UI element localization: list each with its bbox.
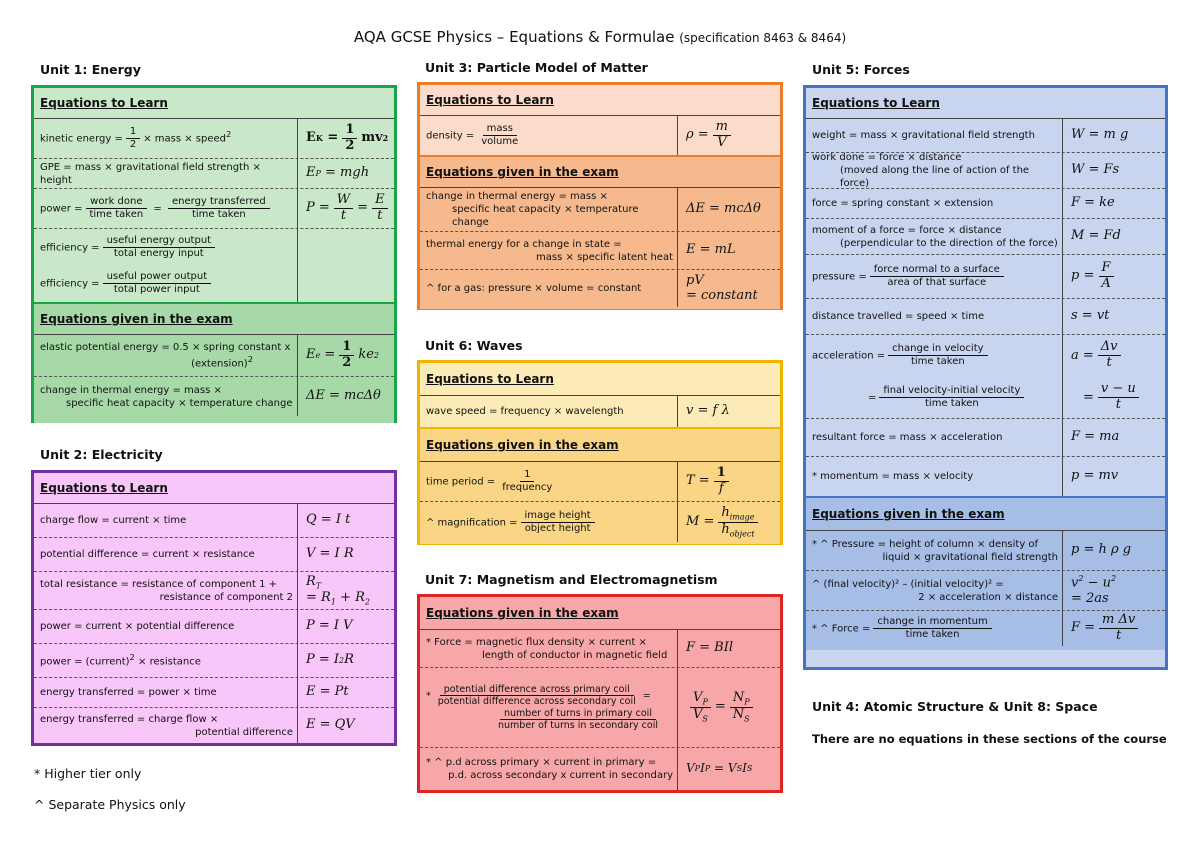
equation-row-efficiency: efficiency = useful energy output total energy input efficiency = useful power output total power input (34, 228, 394, 302)
equation-row-magnetic-force: * Force = magnetic flux density × current × length of conductor in magnetic field F = BIl (420, 629, 780, 667)
equation-row-energy-charge-pd: energy transferred = charge flow × potential difference E = QV (34, 707, 394, 743)
equation-row-suvat: ^ (final velocity)² – (initial velocity)² = 2 × acceleration × distance $v^2 - u^2$ = 2as (806, 570, 1165, 610)
equation-row-liquid-pressure: * ^ Pressure = height of column × density of liquid × gravitational field strength p = h ρ g (806, 530, 1165, 570)
equation-row-kinetic-energy: kinetic energy = $\frac{1}{2}$ × mass × speed$^2$ E K = $\frac{1}{2}$ mv 2 (34, 118, 394, 158)
equation-row-transformer: * potential difference across primary coil potential difference across secondary coil = number of turns in primary coil number of turns in secondary coil $\frac{V_P}{V_S}$ = $\frac{N_P}{N_S}$ (420, 667, 780, 747)
unit4-8-title: Unit 4: Atomic Structure & Unit 8: Space (812, 699, 1098, 714)
equation-row-elastic-pe: elastic potential energy = 0.5 × spring constant x (extension)$^2$ E e = $\frac{1}{2}$ ke 2 (34, 334, 394, 376)
unit2-title: Unit 2: Electricity (40, 447, 163, 462)
unit6-learn-heading: Equations to Learn (426, 372, 554, 386)
equation-row-distance: distance travelled = speed × time s = vt (806, 298, 1165, 334)
equation-row-potential-difference: potential difference = current × resistance V = I R (34, 537, 394, 571)
unit3-learn-heading: Equations to Learn (426, 93, 554, 107)
note-higher-tier: * Higher tier only (34, 766, 142, 781)
equation-row-weight: weight = mass × gravitational field strength W = m g (806, 118, 1165, 152)
equation-row-wave-speed: wave speed = frequency × wavelength v = f λ (420, 395, 780, 427)
unit5-given-heading: Equations given in the exam (812, 507, 1005, 521)
equation-row-pressure: pressure = force normal to a surface area of that surface p = $\frac{F}{A}$ (806, 254, 1165, 298)
unit7-magnetism-box (417, 594, 783, 793)
unit1-title: Unit 1: Energy (40, 62, 141, 77)
unit1-learn-heading: Equations to Learn (40, 96, 168, 110)
unit1-energy-box (31, 85, 397, 423)
unit5-title: Unit 5: Forces (812, 62, 910, 77)
equation-row-latent-heat: thermal energy for a change in state = mass × specific latent heat E = mL (420, 231, 780, 269)
equation-row-power-iv: power = current × potential difference P = I V (34, 609, 394, 643)
equation-row-resultant-force: resultant force = mass × acceleration F = ma (806, 418, 1165, 456)
equation-row-moment: moment of a force = force × distance (perpendicular to the direction of the force) M = Fd (806, 218, 1165, 254)
page-title: AQA GCSE Physics – Equations & Formulae (specification 8463 & 8464) (353, 28, 847, 46)
unit7-given-heading: Equations given in the exam (426, 606, 619, 620)
equation-row-magnification: ^ magnification = image height object height M = $h_{image}$ $h_{object}$ (420, 501, 780, 542)
unit2-learn-heading: Equations to Learn (40, 481, 168, 495)
equation-row-power-i2r: power = (current)$^2$ × resistance P = I 2 R (34, 643, 394, 677)
unit3-given-heading: Equations given in the exam (426, 165, 619, 179)
equation-row-total-resistance: total resistance = resistance of component 1 + resistance of component 2 $R_T$ = $R_1 + R_2$ (34, 571, 394, 609)
equation-row-work-done: work done = force × distance (moved along the line of action of the force) W = Fs (806, 152, 1165, 188)
unit5-given-section (806, 496, 1165, 650)
equation-row-gas-pressure: ^ for a gas: pressure × volume = constant pV = constant (420, 269, 780, 307)
equation-row-acceleration: acceleration = change in velocity time taken = final velocity-initial velocity time taken a = $\frac{\Delta v}{t}$ = $\frac{v - u}{t}$ (806, 334, 1165, 418)
equation-row-density: density = mass volume ρ = $\frac{m}{V}$ (420, 115, 780, 155)
equation-row-time-period: time period = 1 frequency T = $\frac{1}{f}$ (420, 461, 780, 501)
equation-row-power: power = work done time taken = energy transferred time taken P = $\frac{W}{t}$ = $\frac{E}{t}$ (34, 188, 394, 228)
unit3-particle-box (417, 82, 783, 310)
unit6-given-section (420, 427, 780, 544)
unit6-waves-box (417, 360, 783, 545)
equation-row-energy-power-time: energy transferred = power × time E = Pt (34, 677, 394, 707)
unit6-given-heading: Equations given in the exam (426, 438, 619, 452)
unit1-given-heading: Equations given in the exam (40, 312, 233, 326)
equation-row-spring-force: force = spring constant × extension F = ke (806, 188, 1165, 218)
unit5-learn-heading: Equations to Learn (812, 96, 940, 110)
equation-row-momentum: * momentum = mass × velocity p = mv (806, 456, 1165, 496)
equation-row-force-momentum: * ^ Force = change in momentum time taken F = $\frac{\text{m Δv}}{t}$ (806, 610, 1165, 646)
equation-row-gpe: GPE = mass × gravitational field strength × height E P = mgh (34, 158, 394, 188)
unit6-title: Unit 6: Waves (425, 338, 523, 353)
unit1-given-section (34, 302, 394, 423)
equation-row-charge-flow: charge flow = current × time Q = I t (34, 503, 394, 537)
note-separate-physics: ^ Separate Physics only (34, 797, 186, 812)
unit7-title: Unit 7: Magnetism and Electromagnetism (425, 572, 718, 587)
equation-row-thermal-energy: change in thermal energy = mass × specific heat capacity × temperature change ΔE = mcΔθ (34, 376, 394, 416)
unit3-given-section (420, 155, 780, 309)
equation-row-thermal-energy: change in thermal energy = mass × specific heat capacity × temperature change ΔE = mcΔθ (420, 187, 780, 231)
unit3-title: Unit 3: Particle Model of Matter (425, 60, 648, 75)
unit5-forces-box (803, 85, 1168, 670)
equation-row-power-transformer: * ^ p.d across primary × current in primary = p.d. across secondary x current in secondary V P I P = V S I S (420, 747, 780, 790)
unit2-electricity-box (31, 470, 397, 746)
unit4-8-note: There are no equations in these sections of the course (812, 732, 1167, 746)
